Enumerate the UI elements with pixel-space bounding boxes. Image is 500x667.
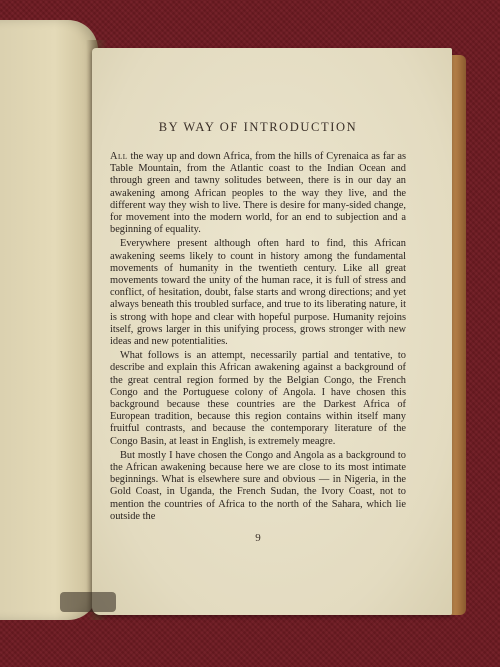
chapter-heading: BY WAY OF INTRODUCTION bbox=[158, 120, 358, 134]
torn-page-edge bbox=[60, 592, 116, 612]
page-text-block bbox=[110, 120, 406, 544]
paragraph-1 bbox=[110, 151, 406, 236]
left-page bbox=[0, 20, 98, 620]
paragraph-lead-word: All bbox=[110, 151, 128, 162]
paragraph-4: But mostly I have chosen the Congo and Angola as a background to the African awakening because here we are close to its most intimate beginnings. What is elsewhere sure and obvious — in Nigeria, in the Gold Coast, in Uganda, the French Sudan, the Ivory Coast, not to mention the countries of Africa to the north of the Sahara, which lie outside the bbox=[110, 449, 406, 522]
paragraph-3: What follows is an attempt, necessarily partial and tentative, to describe and explain this African awakening against a background of the great central region formed by the Belgian Congo, the French Congo and the Portuguese colony of Angola. I have chosen this background because these countries are the Darkest Africa of European tradition, because this region contains within itself many fruitful contrasts, and because the contemporary literature of the Congo Basin, at least in English, is extremely meagre. bbox=[110, 350, 406, 447]
page-number: 9 bbox=[255, 532, 261, 544]
paragraph-text: the way up and down Africa, from the hills of Cyrenaica as far as Table Mountain, from the Atlantic coast to the Indian Ocean and through green and tawny solitudes between, there is in our day an awakening among African peoples to the way they live, and the different way they wish to live. There is desire for many-sided change, for movement into the modern world, for an end to subjection and a beginning of equality. bbox=[110, 151, 406, 236]
paragraph-2: Everywhere present although often hard to find, this African awakening seems likely to count in history among the fundamental movements of humanity in the twentieth century. Like all great movements toward the unity of the human race, it is full of stress and conflict, of hesitation, doubt, false starts and wrong directions; and yet always beneath this troubled surface, and true to its liberating nature, it is strong with hope and clear with hopeful purpose. Humanity rejoins itself, grows larger in this unifying process, grows stronger with new ideas and new potentialities. bbox=[110, 238, 406, 348]
